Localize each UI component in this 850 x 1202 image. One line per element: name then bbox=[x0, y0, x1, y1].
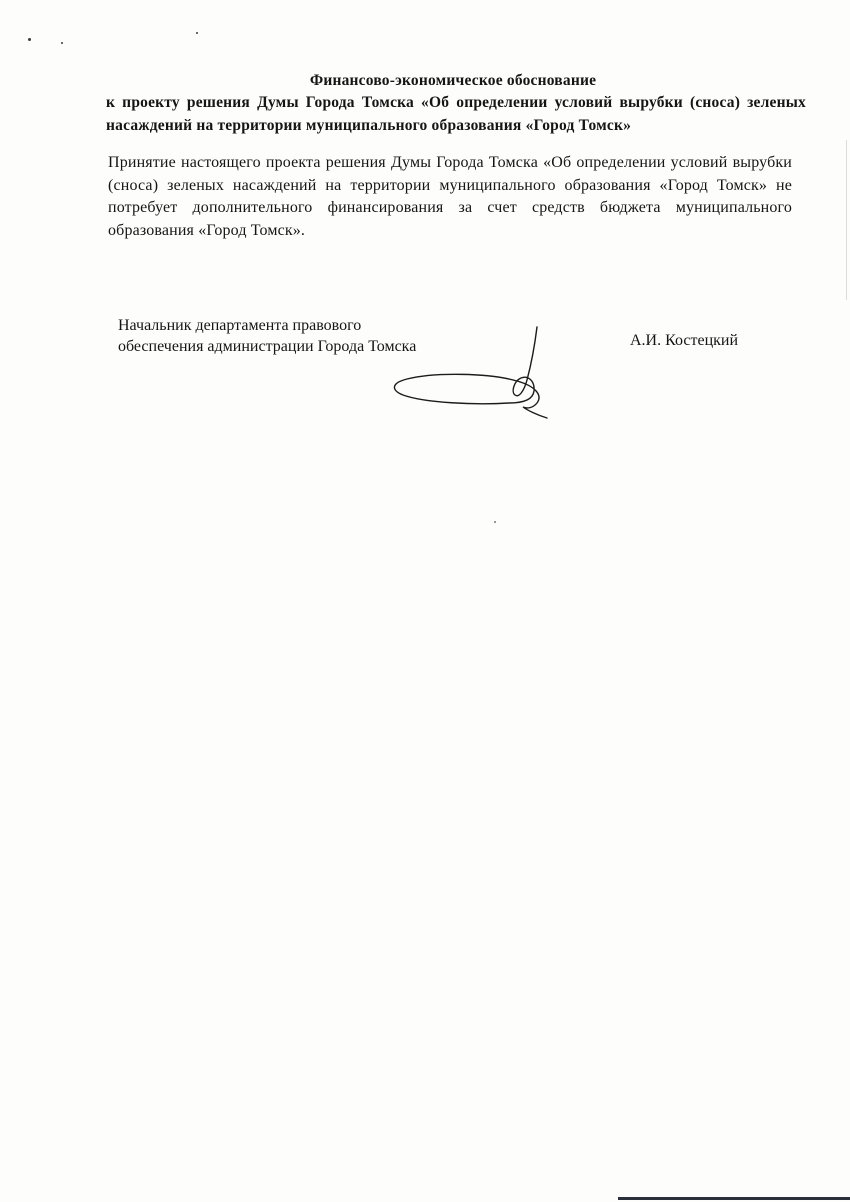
scan-speck bbox=[494, 521, 496, 523]
handwritten-signature-image bbox=[385, 325, 565, 420]
document-body-paragraph: Принятие настоящего проекта решения Думы Города Томска «Об определении условий вырубки (сноса) зеленых насаждений на территории муниципального образования «Город Томск» не потребует дополнительного финансирования за счет средств бюджета муниципального образования «Город Томск». bbox=[108, 154, 792, 239]
scan-bottom-line-artifact bbox=[618, 1197, 850, 1200]
scan-speck bbox=[196, 32, 198, 34]
scan-edge-artifact bbox=[846, 140, 847, 300]
scan-speck bbox=[61, 42, 63, 44]
signer-position-line1: Начальник департамента правового bbox=[118, 317, 362, 334]
scan-speck bbox=[28, 38, 31, 41]
signer-position-line2: обеспечения администрации Города Томска bbox=[118, 338, 417, 355]
document-title: Финансово-экономическое обоснование bbox=[309, 72, 597, 89]
signer-name: А.И. Костецкий bbox=[630, 332, 739, 349]
document-subtitle: к проекту решения Думы Города Томска «Об определении условий вырубки (сноса) зеленых насаждений на территории муниципального образования «Город Томск» bbox=[106, 94, 806, 134]
